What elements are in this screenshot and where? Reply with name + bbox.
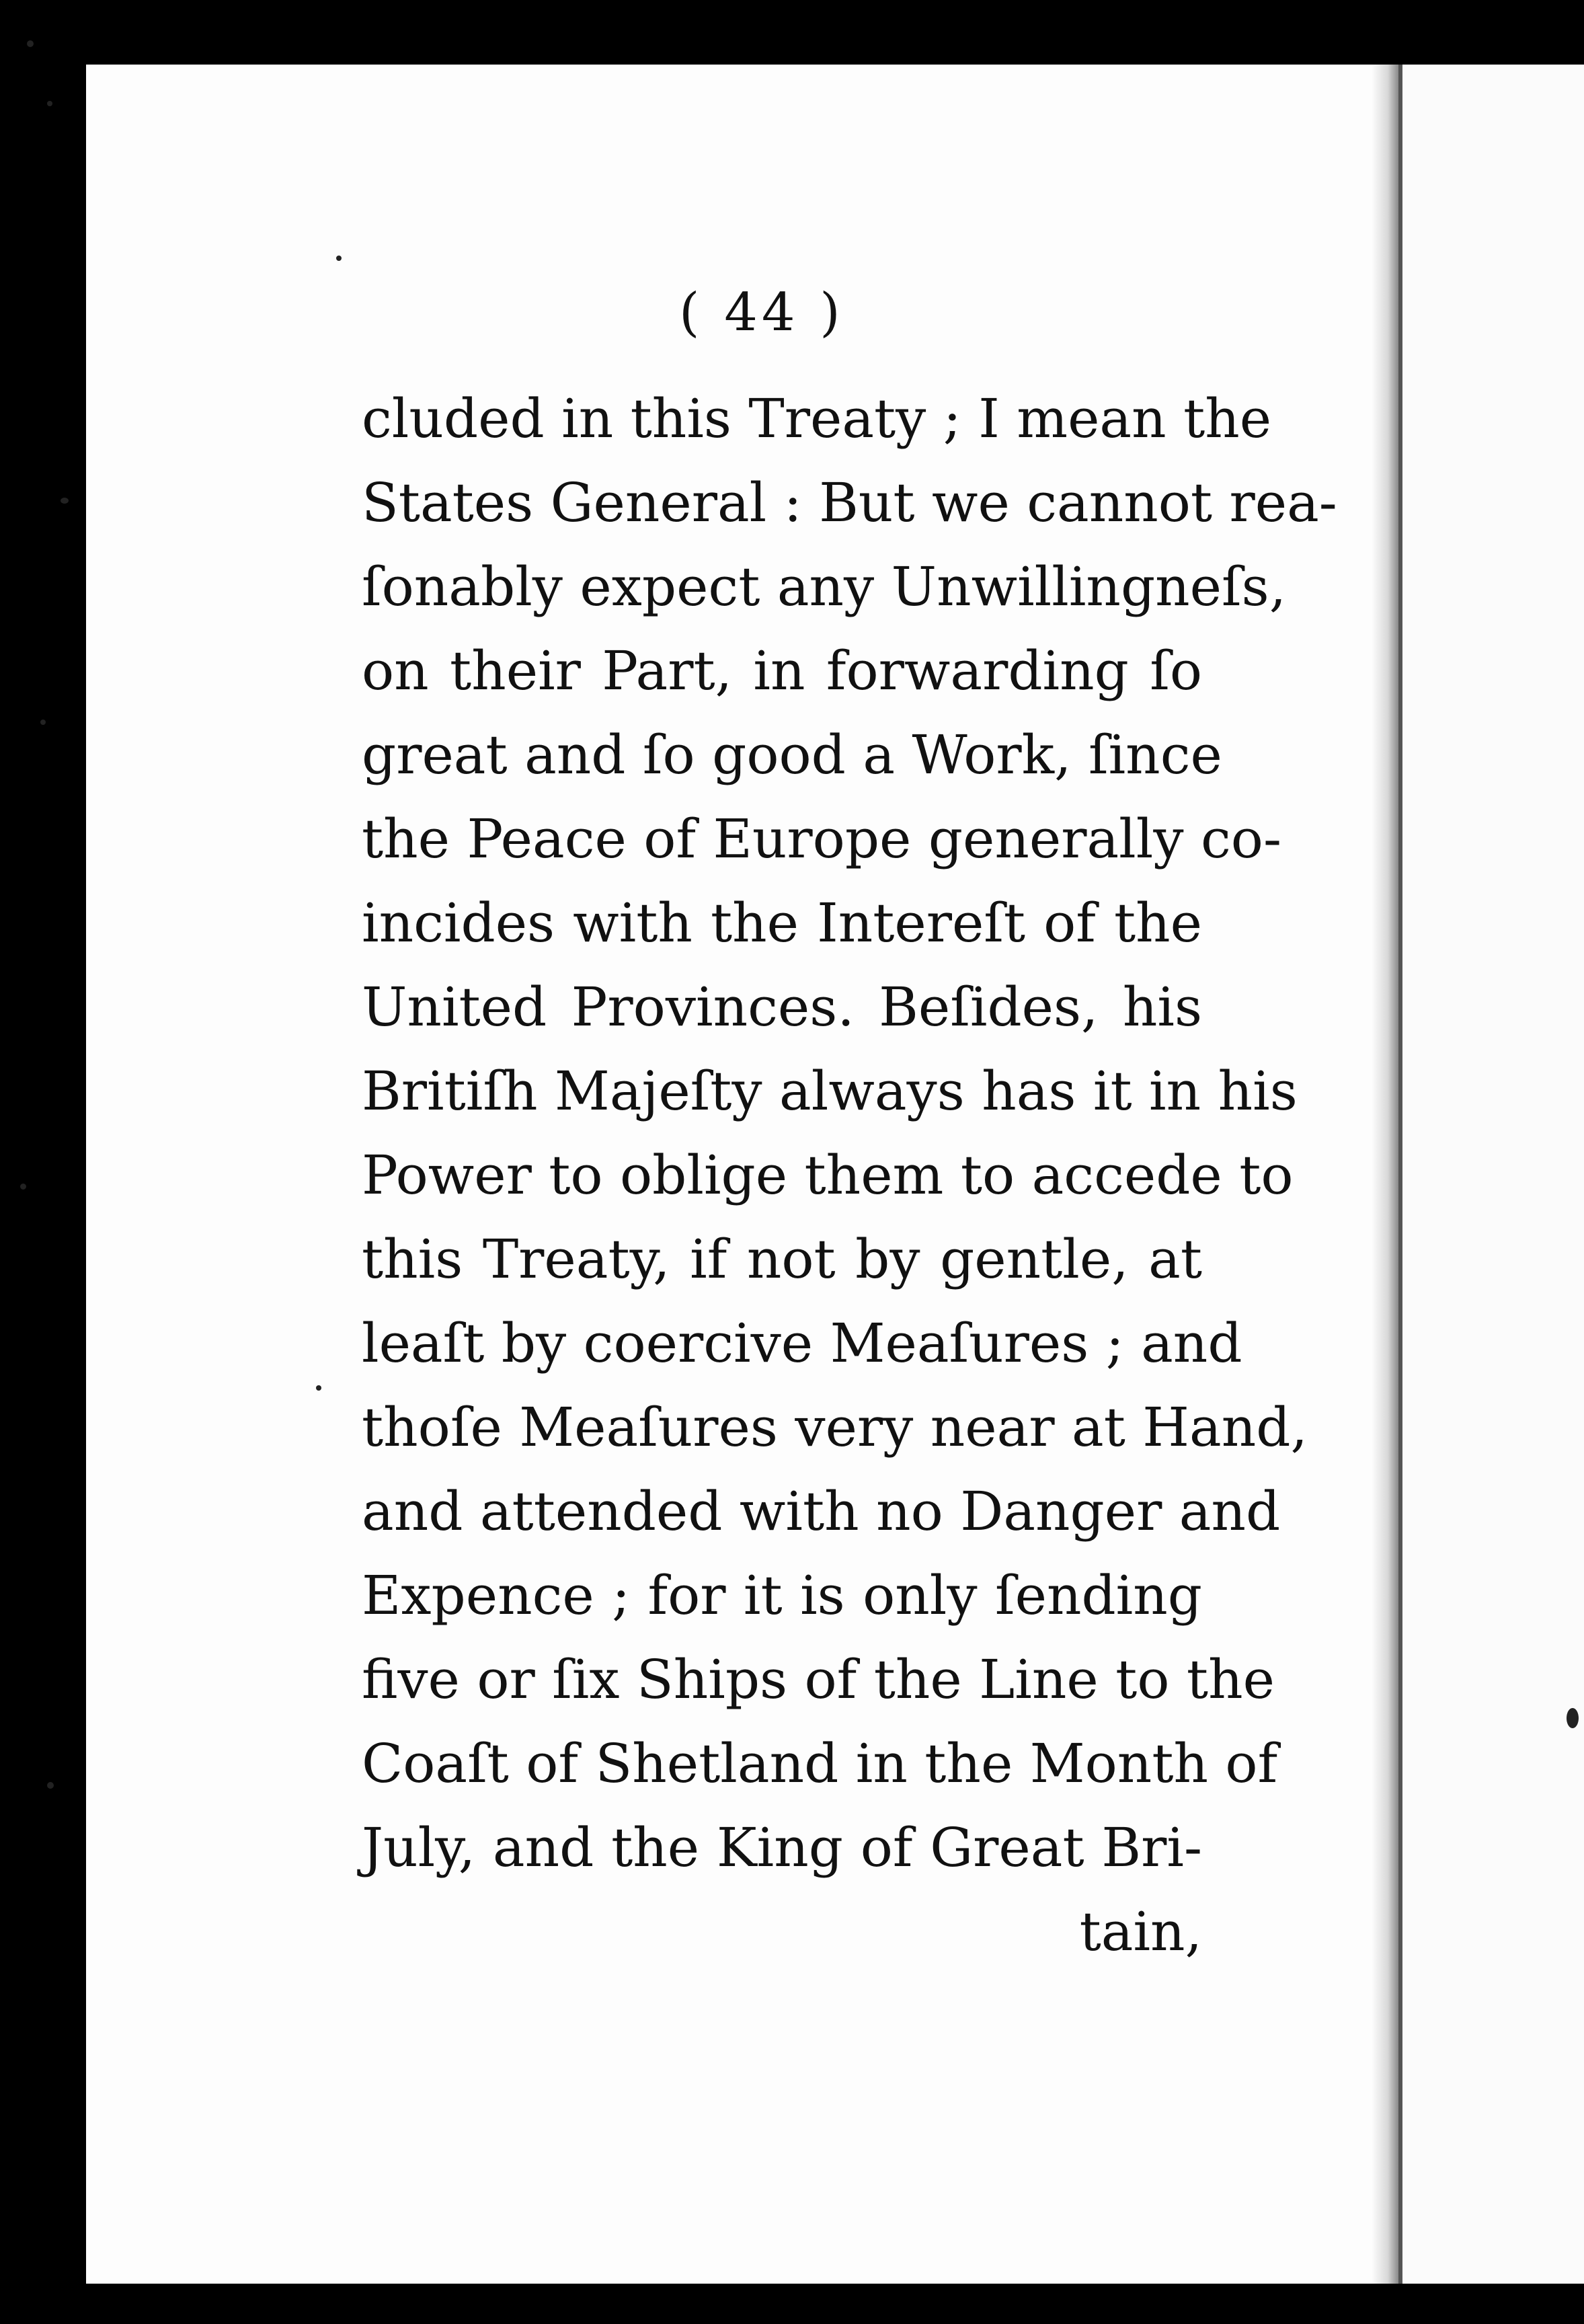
page-number: ( 44 ) — [679, 282, 844, 343]
scan-speck — [47, 1782, 54, 1789]
text-line: the Peace of Europe generally co- — [362, 808, 1281, 870]
text-line: ſonably expect any Unwillingneſs, — [362, 555, 1287, 618]
text-line: incides with the Intereſt of the — [362, 892, 1202, 954]
text-line: Power to oblige them to accede to — [362, 1144, 1294, 1206]
text-line: cluded in this Treaty ; I mean the — [362, 387, 1272, 450]
scan-speck — [47, 101, 52, 106]
facing-page-edge — [1398, 65, 1402, 2284]
scan-speck — [20, 1184, 26, 1190]
text-line: leaſt by coercive Meaſures ; and — [362, 1312, 1242, 1374]
text-line: on their Part, in forwarding ſo — [362, 640, 1202, 702]
text-line: this Treaty, if not by gentle, at — [362, 1228, 1202, 1290]
text-line: Coaſt of Shetland in the Month of — [362, 1732, 1278, 1795]
text-line: thoſe Meaſures very near at Hand, — [362, 1396, 1308, 1459]
gutter-shadow — [1372, 65, 1398, 2284]
body-text — [362, 377, 1337, 1974]
scan-speck — [61, 498, 69, 504]
text-line: Britiſh Majeſty always has it in his — [362, 1060, 1298, 1122]
text-line: United Provinces. Beſides, his — [362, 976, 1202, 1038]
text-line: July, and the King of Great Bri- — [362, 1816, 1202, 1879]
catchword: tain, — [1079, 1900, 1202, 1963]
scan-speck — [40, 720, 46, 725]
text-line: five or ſix Ships of the Line to the — [362, 1648, 1275, 1711]
scan-speck — [27, 40, 34, 47]
text-line: States General : But we cannot rea- — [362, 471, 1337, 534]
facing-page — [1398, 65, 1584, 2284]
text-line: great and ſo good a Work, ſince — [362, 724, 1222, 786]
text-line: and attended with no Danger and — [362, 1480, 1281, 1543]
text-line: Expence ; for it is only ſending — [362, 1564, 1202, 1627]
scan-speck — [316, 1385, 321, 1391]
scan-speck — [1567, 1708, 1579, 1728]
scan-speck — [336, 256, 342, 261]
